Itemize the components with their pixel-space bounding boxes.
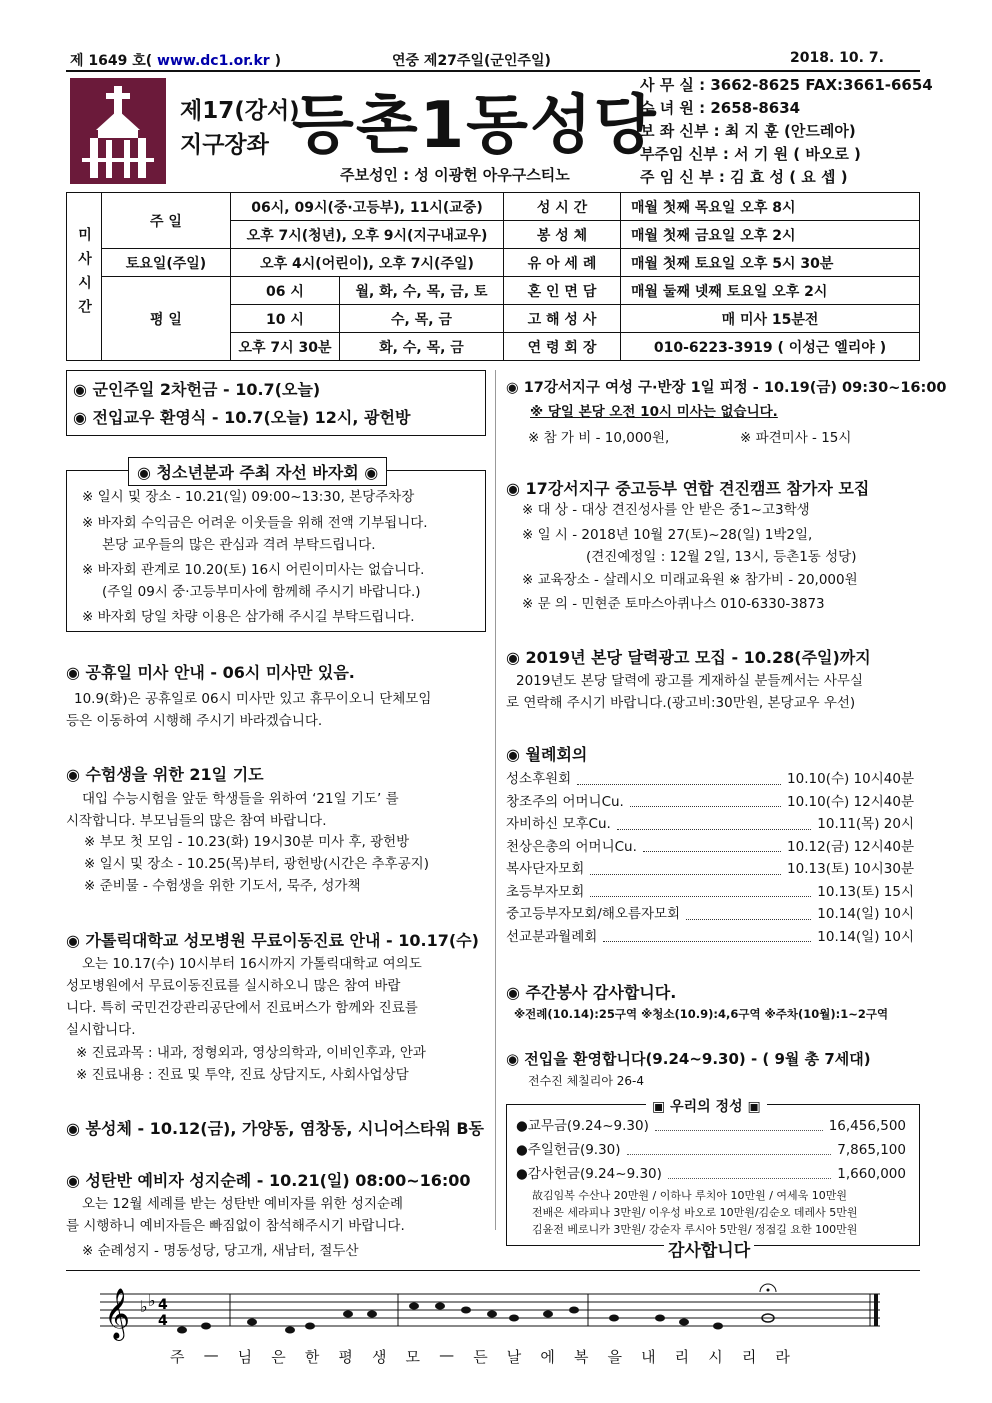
offering-title: ▣ 우리의 정성 ▣ — [646, 1096, 767, 1116]
meeting-list — [506, 768, 914, 948]
saturday-times: 오후 4시(어린이), 오후 7시(주일) — [231, 249, 504, 277]
pilgrimage-text: 를 시행하니 예비자들은 빠짐없이 참석해주시기 바랍니다. — [66, 1218, 405, 1234]
event-value: 010-6223-3919 ( 이성근 엘리야 ) — [621, 333, 920, 361]
welcome-name: 전수진 체칠리아 26-4 — [528, 1074, 645, 1088]
bazaar-line: ※ 일시 및 장소 - 10.21(일) 09:00~13:30, 본당주차장 — [82, 489, 415, 505]
event-name: 혼 인 면 담 — [504, 277, 621, 305]
contact-associate-priest: 부주임 신부 : 서 기 원 ( 바오로 ) — [640, 145, 861, 163]
holiday-text: 등은 이동하여 시행해 주시기 바라겠습니다. — [66, 713, 323, 729]
hymn-lyrics: 주 — 님 은 한 평 생 모 — 든 날 에 복 을 내 리 시 리 라 — [170, 1346, 790, 1366]
pilgrimage-text: ※ 순례성지 - 명동성당, 당고개, 새남터, 절두산 — [82, 1243, 359, 1259]
hospital-text: 실시합니다. — [66, 1022, 136, 1038]
announcement-box: ◉ 군인주일 2차헌금 - 10.7(오늘) ◉ 전입교우 환영식 - 10.7(오늘) 12시, 광헌방 — [66, 370, 486, 436]
exam-text: 대입 수능시험을 앞둔 학생들을 위하여 ‘21일 기도’ 를 — [82, 791, 399, 807]
pilgrimage-title: ◉ 성탄반 예비자 성지순례 - 10.21(일) 08:00~16:00 — [66, 1171, 471, 1190]
bazaar-line: ※ 바자회 수익금은 어려운 이웃들을 위해 전액 기부됩니다. — [82, 515, 428, 531]
camp-line: ※ 문 의 - 민현준 토마스아퀴나스 010-6330-3873 — [522, 596, 825, 612]
meeting-row: 자비하신 모후Cu. 10.11(목) 20시 — [506, 813, 914, 836]
event-name: 성 시 간 — [504, 193, 621, 221]
hospital-text: 니다. 특히 국민건강관리공단에서 진료버스가 함께와 진료를 — [66, 1000, 418, 1016]
calendar-ad-title: ◉ 2019년 본당 달력광고 모집 - 10.28(주일)까지 — [506, 648, 871, 667]
pilgrimage-text: 오는 12월 세례를 받는 성탄반 예비자를 위한 성지순례 — [82, 1196, 404, 1212]
meeting-row: 천상은총의 어머니Cu. 10.12(금) 12시40분 — [506, 836, 914, 859]
meeting-row: 창조주의 어머니Cu. 10.10(수) 12시40분 — [506, 791, 914, 814]
monthly-meeting-title: ◉ 월례회의 — [506, 745, 588, 764]
music-staff — [100, 1282, 890, 1342]
church-logo — [70, 78, 166, 184]
camp-line: ※ 대 상 - 대상 견진성사를 안 받은 중1~고3학생 — [522, 502, 810, 518]
bazaar-line: ※ 바자회 관계로 10.20(토) 16시 어린이미사는 없습니다. — [82, 562, 425, 578]
camp-line: ※ 교육장소 - 살레시오 미래교육원 ※ 참가비 - 20,000원 — [522, 572, 858, 588]
event-value: 매월 첫째 토요일 오후 5시 30분 — [621, 249, 920, 277]
weekday-time: 06 시 — [231, 277, 340, 305]
sunday-times-2: 오후 7시(청년), 오후 9시(지구내교우) — [231, 221, 504, 249]
offering-row: ●주일헌금(9.30) 7,865,100 — [516, 1138, 906, 1162]
hospital-title: ◉ 가톨릭대학교 성모병원 무료이동진료 안내 - 10.17(수) — [66, 931, 479, 950]
svg-text:4: 4 — [158, 1313, 168, 1329]
issue-number: 제 1649 호( www.dc1.or.kr ) — [70, 53, 281, 69]
contact-pastor: 주 임 신 부 : 김 효 성 ( 요 셉 ) — [640, 168, 848, 186]
svg-text:𝄞: 𝄞 — [104, 1288, 131, 1339]
offering-row: ●교무금(9.24~9.30) 16,456,500 — [516, 1114, 906, 1138]
event-value: 매 미사 15분전 — [621, 305, 920, 333]
hospital-text: 오는 10.17(수) 10시부터 16시까지 가톨릭대학교 여의도 — [82, 956, 422, 972]
weekday-time: 오후 7시 30분 — [231, 333, 340, 361]
svg-text:♭: ♭ — [140, 1297, 148, 1316]
meeting-row: 성소후원회 10.10(수) 10시40분 — [506, 768, 914, 791]
offering-list — [516, 1114, 906, 1186]
sunday-label: 주 일 — [102, 193, 231, 249]
calendar-ad-text: 로 연락해 주시기 바랍니다.(광고비:30만원, 본당교우 우선) — [506, 695, 856, 711]
svg-text:4: 4 — [158, 1297, 168, 1313]
offering-row: ●감사헌금(9.24~9.30) 1,660,000 — [516, 1162, 906, 1186]
holiday-title: ◉ 공휴일 미사 안내 - 06시 미사만 있음. — [66, 663, 355, 682]
weekday-days: 월, 화, 수, 목, 금, 토 — [340, 277, 504, 305]
contact-list — [640, 74, 933, 189]
contact-convent: 수 녀 원 : 2658-8634 — [640, 99, 801, 117]
weekday-label: 평 일 — [102, 277, 231, 361]
exam-text: 시작합니다. 부모님들의 많은 참여 바랍니다. — [66, 813, 327, 829]
sunday-times-1: 06시, 09시(중·고등부), 11시(교중) — [231, 193, 504, 221]
patron-saint: 주보성인 : 성 이광헌 아우구스티노 — [340, 166, 570, 184]
exam-title: ◉ 수험생을 위한 21일 기도 — [66, 765, 264, 784]
event-name: 봉 성 체 — [504, 221, 621, 249]
bazaar-line: (주일 09시 중·고등부미사에 함께해 주시기 바랍니다.) — [102, 584, 421, 600]
event-value: 매월 첫째 목요일 오후 8시 — [621, 193, 920, 221]
camp-title: ◉ 17강서지구 중고등부 연합 견진캠프 참가자 모집 — [506, 479, 870, 498]
saturday-label: 토요일(주일) — [102, 249, 231, 277]
event-value: 매월 둘째 넷째 토요일 오후 2시 — [621, 277, 920, 305]
event-value: 매월 첫째 금요일 오후 2시 — [621, 221, 920, 249]
welcome-title: ◉ 전입을 환영합니다(9.24~9.30) - ( 9월 총 7세대) — [506, 1050, 871, 1068]
women-retreat-mass: ※ 파견미사 - 15시 — [740, 430, 852, 446]
calendar-ad-text: 2019년도 본당 달력에 광고를 게재하실 분들께서는 사무실 — [516, 673, 864, 689]
meeting-row: 초등부자모회 10.13(토) 15시 — [506, 881, 914, 904]
exam-text: ※ 부모 첫 모임 - 10.23(화) 19시30분 미사 후, 광헌방 — [84, 834, 410, 850]
women-retreat-fee: ※ 참 가 비 - 10,000원, — [528, 430, 670, 446]
website-link[interactable]: www.dc1.or.kr — [157, 53, 270, 69]
issue-date: 2018. 10. 7. — [790, 50, 884, 66]
bazaar-title: ◉ 청소년분과 주최 자선 바자회 ◉ — [128, 457, 387, 486]
weekday-time: 10 시 — [231, 305, 340, 333]
weekday-days: 화, 수, 목, 금 — [340, 333, 504, 361]
mass-schedule-table — [66, 192, 920, 361]
hospital-text: ※ 진료내용 : 진료 및 투약, 진료 상담지도, 사회사업상담 — [76, 1067, 409, 1083]
contact-assistant-priest: 보 좌 신부 : 최 지 훈 (안드레아) — [640, 122, 856, 140]
svg-text:♭: ♭ — [148, 1291, 156, 1310]
holiday-text: 10.9(화)은 공휴일로 06시 미사만 있고 휴무이오니 단체모임 — [74, 691, 432, 707]
contact-office: 사 무 실 : 3662-8625 FAX:3661-6654 — [640, 76, 933, 94]
liturgical-day: 연중 제27주일(군인주일) — [392, 53, 551, 69]
communion-title: ◉ 봉성체 - 10.12(금), 가양동, 염창동, 시니어스타워 B동 — [66, 1119, 485, 1138]
mass-times-label: 미사시간 — [67, 193, 102, 361]
hospital-text: 성모병원에서 무료이동진료를 실시하오니 많은 참여 바랍 — [66, 978, 401, 994]
meeting-row: 복사단자모회 10.13(토) 10시30분 — [506, 858, 914, 881]
exam-text: ※ 준비물 - 수험생을 위한 기도서, 묵주, 성가책 — [84, 878, 361, 894]
event-name: 연 령 회 장 — [504, 333, 621, 361]
meeting-row: 선교분과월례회 10.14(일) 10시 — [506, 926, 914, 949]
camp-line: (견진예정일 : 12월 2일, 13시, 등촌1동 성당) — [586, 549, 857, 565]
bazaar-line: 본당 교우들의 많은 관심과 격려 부탁드립니다. — [102, 537, 376, 553]
women-retreat-title: ◉ 17강서지구 여성 구·반장 1일 피정 - 10.19(금) 09:30~16:00 — [506, 380, 947, 396]
women-retreat-note: ※ 당일 본당 오전 10시 미사는 없습니다. — [530, 404, 778, 420]
parish-name: 등촌1동성당 — [292, 89, 658, 163]
hospital-text: ※ 진료과목 : 내과, 정형외과, 영상의학과, 이비인후과, 안과 — [76, 1045, 426, 1061]
donor-list: 故김임복 수산나 20만원 / 이하나 루치아 10만원 / 여세욱 10만원 전배은 세라피나 3만원/ 이우성 바오로 10만원/김순오 데레사 5만원 김윤전 베로니카 3만원/ 강순자 루시아 5만원/ 정점길 요한 100만원 — [532, 1189, 858, 1236]
weekly-service-line: ※전례(10.14):25구역 ※청소(10.9):4,6구역 ※주차(10월):1~2구역 — [514, 1007, 889, 1021]
district-title: 제17(강서) 지구장좌 — [180, 98, 300, 158]
weekly-service-title: ◉ 주간봉사 감사합니다. — [506, 983, 677, 1002]
meeting-row: 중고등부자모회/해오름자모회 10.14(일) 10시 — [506, 903, 914, 926]
weekday-days: 수, 목, 금 — [340, 305, 504, 333]
thanks-text: 감사합니다 — [664, 1236, 754, 1261]
event-name: 유 아 세 례 — [504, 249, 621, 277]
camp-line: ※ 일 시 - 2018년 10월 27(토)~28(일) 1박2일, — [522, 527, 813, 543]
event-name: 고 해 성 사 — [504, 305, 621, 333]
column-divider — [495, 370, 496, 1230]
exam-text: ※ 일시 및 장소 - 10.25(목)부터, 광헌방(시간은 추후공지) — [84, 856, 429, 872]
bazaar-line: ※ 바자회 당일 차량 이용은 삼가해 주시길 부탁드립니다. — [82, 609, 415, 625]
